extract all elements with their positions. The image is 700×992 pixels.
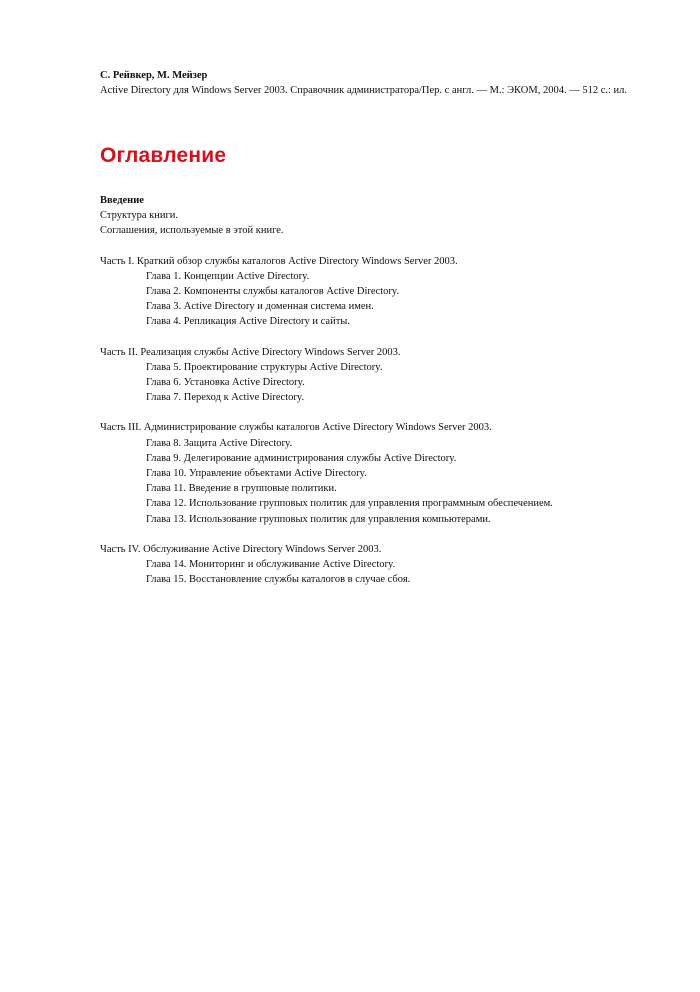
toc-chapter: Глава 8. Защита Active Directory. xyxy=(146,437,293,449)
book-description: Active Directory для Windows Server 2003. Справочник администратора/Пер. с англ. — М.: ЭКОМ, 2004. — 512 с.: ил. xyxy=(100,85,628,96)
toc-chapter: Глава 11. Введение в групповые политики. xyxy=(146,483,337,495)
toc-chapter: Глава 2. Компоненты службы каталогов Active Directory. xyxy=(146,286,400,298)
toc-chapter: Глава 12. Использование групповых политик для управления программным обеспечением. xyxy=(146,498,553,510)
toc-part-title: Часть I. Краткий обзор службы каталогов Active Directory Windows Server 2003. xyxy=(100,255,458,267)
toc-chapter: Глава 1. Концепции Active Directory. xyxy=(146,270,310,282)
toc-part-title: Часть II. Реализация службы Active Directory Windows Server 2003. xyxy=(100,346,401,358)
toc-intro-title: Введение xyxy=(100,195,144,206)
toc-chapter: Глава 14. Мониторинг и обслуживание Active Directory. xyxy=(146,559,396,571)
toc-intro-item: Структура книги. xyxy=(100,210,179,222)
toc-part-4 xyxy=(100,542,652,588)
toc-chapter: Глава 3. Active Directory и доменная система имен. xyxy=(146,301,374,313)
toc-chapter: Глава 7. Переход к Active Directory. xyxy=(146,392,305,404)
toc-chapter: Глава 13. Использование групповых политик для управления компьютерами. xyxy=(146,513,491,525)
toc-intro-section xyxy=(100,193,652,239)
toc-part-3 xyxy=(100,420,652,526)
bibliographic-record xyxy=(100,68,652,98)
toc-chapter: Глава 4. Репликация Active Directory и сайты. xyxy=(146,316,350,328)
toc-part-2 xyxy=(100,345,652,406)
table-of-contents xyxy=(100,193,652,587)
toc-chapter: Глава 9. Делегирование администрирования службы Active Directory. xyxy=(146,452,457,464)
toc-part-title: Часть IV. Обслуживание Active Directory Windows Server 2003. xyxy=(100,543,382,555)
toc-part-1 xyxy=(100,254,652,330)
toc-heading: Оглавление xyxy=(100,144,227,167)
book-authors: С. Рейвкер, М. Мейзер xyxy=(100,70,208,81)
toc-chapter: Глава 5. Проектирование структуры Active Directory. xyxy=(146,361,383,373)
toc-chapter: Глава 6. Установка Active Directory. xyxy=(146,377,305,389)
toc-chapter: Глава 15. Восстановление службы каталогов в случае сбоя. xyxy=(146,574,411,586)
toc-intro-item: Соглашения, используемые в этой книге. xyxy=(100,225,284,237)
toc-chapter: Глава 10. Управление объектами Active Directory. xyxy=(146,468,367,480)
toc-part-title: Часть III. Администрирование службы каталогов Active Directory Windows Server 2003. xyxy=(100,422,492,434)
